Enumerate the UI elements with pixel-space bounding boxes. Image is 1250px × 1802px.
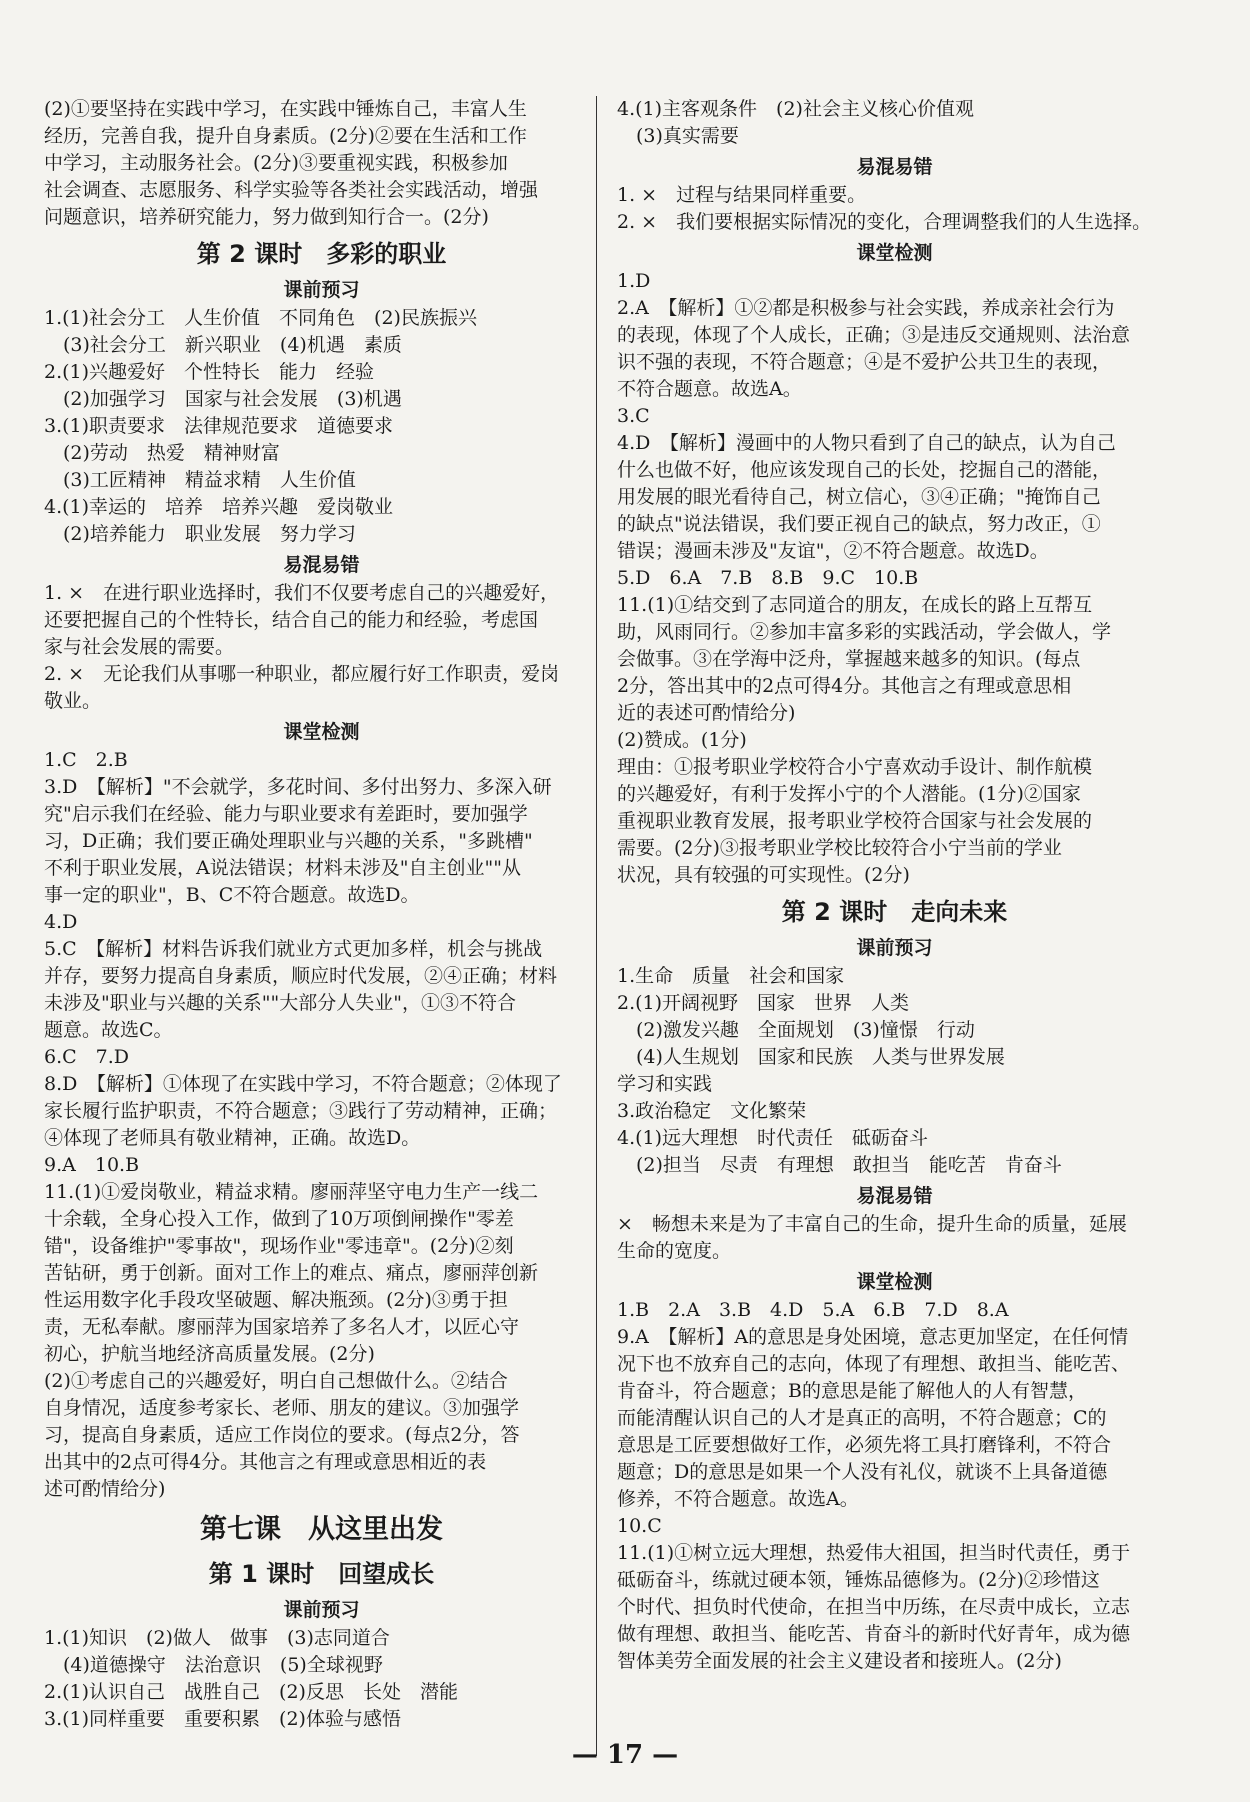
lesson-title: 第 2 课时 走向未来 [781, 898, 1008, 926]
text-line: (2)赞成。(1分) [617, 729, 747, 751]
text-line: 习，D正确；我们要正确处理职业与兴趣的关系，"多跳槽" [44, 830, 533, 852]
confuse-answers-2 [617, 1211, 1172, 1265]
preview-answers [44, 305, 599, 548]
text-line: 题意。故选C。 [44, 1019, 173, 1041]
text-line: 不利于职业发展，A说法错误；材料未涉及"自主创业""从 [44, 857, 521, 879]
text-line: (4)人生规划 国家和民族 人类与世界发展 [617, 1046, 1005, 1068]
text-line: (2)激发兴趣 全面规划 (3)憧憬 行动 [617, 1019, 975, 1041]
text-line: (4)道德操守 法治意识 (5)全球视野 [44, 1654, 383, 1676]
check-answers [44, 747, 599, 1503]
confuse-answers [617, 182, 1172, 236]
text-line: 9.A 【解析】A的意思是身处困境，意志更加坚定，在任何情 [617, 1326, 1129, 1348]
text-line: 生命的宽度。 [617, 1240, 732, 1262]
text-line: 状况，具有较强的可实现性。(2分) [617, 864, 910, 886]
text-line: × 畅想未来是为了丰富自己的生命，提升生命的质量，延展 [617, 1213, 1127, 1235]
preview-answers-2 [44, 1625, 599, 1733]
text-line: (3)社会分工 新兴职业 (4)机遇 素质 [44, 334, 402, 356]
text-line: 2分，答出其中的2点可得4分。其他言之有理或意思相 [617, 675, 1072, 697]
text-line: 意思是工匠要想做好工作，必须先将工具打磨锋利，不符合 [617, 1434, 1112, 1456]
text-line: 1.C 2.B [44, 749, 128, 771]
text-line: 的兴趣爱好，有利于发挥小宁的个人潜能。(1分)②国家 [617, 783, 1081, 805]
text-line: 肯奋斗，符合题意；B的意思是能了解他人的人有智慧， [617, 1380, 1087, 1402]
text-line: 4.D [44, 911, 78, 933]
text-line: 2. × 无论我们从事哪一种职业，都应履行好工作职责，爱岗 [44, 663, 560, 685]
lesson-7-title: 第七课 从这里出发 [200, 1514, 443, 1545]
text-line: 8.D 【解析】①体现了在实践中学习，不符合题意；②体现了 [44, 1073, 562, 1095]
text-line: 况下也不放弃自己的志向，体现了有理想、敢担当、能吃苦、 [617, 1353, 1131, 1375]
text-line: 述可酌情给分) [44, 1478, 166, 1500]
text-line: 未涉及"职业与兴趣的关系""大部分人失业"，①③不符合 [44, 992, 516, 1014]
text-line: 不符合题意。故选A。 [617, 378, 802, 400]
text-line: 十余载，全身心投入工作，做到了10万项倒闸操作"零差 [44, 1208, 514, 1230]
text-line: 敬业。 [44, 690, 102, 712]
text-line: 习，提高自身素质，适应工作岗位的要求。(每点2分，答 [44, 1424, 520, 1446]
text-line: 1.(1)社会分工 人生价值 不同角色 (2)民族振兴 [44, 307, 477, 329]
text-line: 砥砺奋斗，练就过硬本领，锤炼品德修为。(2分)②珍惜这 [617, 1569, 1100, 1591]
text-line: 1. × 过程与结果同样重要。 [617, 184, 867, 206]
text-line: 助，风雨同行。②参加丰富多彩的实践活动，学会做人，学 [617, 621, 1112, 643]
text-line: 3.C [617, 405, 650, 427]
text-line: 而能清醒认识自己的人才是真正的高明，不符合题意；C的 [617, 1407, 1107, 1429]
text-line: 5.C 【解析】材料告诉我们就业方式更加多样，机会与挑战 [44, 938, 543, 960]
text-line: 11.(1)①树立远大理想，热爱伟大祖国，担当时代责任，勇于 [617, 1542, 1131, 1564]
section-title-preview: 课前预习 [283, 279, 360, 301]
text-line: 3.(1)职责要求 法律规范要求 道德要求 [44, 415, 394, 437]
section-title-preview: 课前预习 [283, 1599, 360, 1621]
text-line: (2)担当 尽责 有理想 敢担当 能吃苦 肯奋斗 [617, 1154, 1062, 1176]
text-line: 错误；漫画未涉及"友谊"，②不符合题意。故选D。 [617, 540, 1049, 562]
text-line: 1.生命 质量 社会和国家 [617, 965, 845, 987]
text-line: 3.政治稳定 文化繁荣 [617, 1100, 807, 1122]
text-line: (2)①要坚持在实践中学习，在实践中锤炼自己，丰富人生 [44, 98, 527, 120]
text-line: 究"启示我们在经验、能力与职业要求有差距时，要加强学 [44, 803, 528, 825]
text-line: 用发展的眼光看待自己，树立信心，③④正确；"掩饰自己 [617, 486, 1101, 508]
text-line: 的缺点"说法错误，我们要正视自己的缺点，努力改正，① [617, 513, 1101, 535]
text-line: 10.C [617, 1515, 662, 1537]
text-line: 个时代、担负时代使命，在担当中历练，在尽责中成长，立志 [617, 1596, 1131, 1618]
intro-answer [44, 96, 599, 231]
text-line: 2.(1)认识自己 战胜自己 (2)反思 长处 潜能 [44, 1681, 458, 1703]
text-line: 什么也做不好，他应该发现自己的长处，挖掘自己的潜能， [617, 459, 1112, 481]
section-title-confuse: 易混易错 [283, 554, 360, 576]
section-title-confuse: 易混易错 [856, 1185, 933, 1207]
left-column [44, 96, 599, 1733]
preview-answers [617, 963, 1172, 1179]
text-line: 重视职业教育发展，报考职业学校符合国家与社会发展的 [617, 810, 1093, 832]
confuse-answers [44, 580, 599, 715]
text-line: 6.C 7.D [44, 1046, 130, 1068]
text-line: (3)真实需要 [617, 125, 739, 147]
text-line: 自身情况，适度参考家长、老师、朋友的建议。③加强学 [44, 1397, 520, 1419]
text-line: 错"，设备维护"零事故"，现场作业"零违章"。(2分)②刻 [44, 1235, 514, 1257]
text-line: 1.D [617, 270, 651, 292]
text-line: 1.(1)知识 (2)做人 做事 (3)志同道合 [44, 1627, 390, 1649]
page-number: — 17 — [571, 1740, 679, 1770]
text-line: 2. × 我们要根据实际情况的变化，合理调整我们的人生选择。 [617, 211, 1152, 233]
text-line: 2.A 【解析】①②都是积极参与社会实践，养成亲社会行为 [617, 297, 1115, 319]
check-answers-2 [617, 1297, 1172, 1675]
intro-answer [617, 96, 1172, 150]
text-line: 4.(1)远大理想 时代责任 砥砺奋斗 [617, 1127, 929, 1149]
text-line: 并存，要努力提高自身素质，顺应时代发展，②④正确；材料 [44, 965, 558, 987]
text-line: 家与社会发展的需要。 [44, 636, 235, 658]
text-line: 1. × 在进行职业选择时，我们不仅要考虑自己的兴趣爱好， [44, 582, 560, 604]
text-line: 经历，完善自我，提升自身素质。(2分)②要在生活和工作 [44, 125, 527, 147]
text-line: 苦钻研，勇于创新。面对工作上的难点、痛点，廖丽萍创新 [44, 1262, 539, 1284]
text-line: 问题意识，培养研究能力，努力做到知行合一。(2分) [44, 206, 489, 228]
text-line: 修养，不符合题意。故选A。 [617, 1488, 859, 1510]
lesson-title: 第 1 课时 回望成长 [208, 1560, 435, 1588]
section-title-preview: 课前预习 [856, 937, 933, 959]
text-line: 4.(1)主客观条件 (2)社会主义核心价值观 [617, 98, 974, 120]
lesson-title: 第 2 课时 多彩的职业 [196, 240, 447, 268]
text-line: 还要把握自己的个性特长，结合自己的能力和经验，考虑国 [44, 609, 539, 631]
text-line: 5.D 6.A 7.B 8.B 9.C 10.B [617, 567, 919, 589]
text-line: 题意；D的意思是如果一个人没有礼仪，就谈不上具备道德 [617, 1461, 1108, 1483]
text-line: 会做事。③在学海中泛舟，掌握越来越多的知识。(每点 [617, 648, 1081, 670]
text-line: 需要。(2分)③报考职业学校比较符合小宁当前的学业 [617, 837, 1062, 859]
text-line: 性运用数字化手段攻坚破题、解决瓶颈。(2分)③勇于担 [44, 1289, 508, 1311]
text-line: (2)加强学习 国家与社会发展 (3)机遇 [44, 388, 402, 410]
text-line: 学习和实践 [617, 1073, 713, 1095]
text-line: 1.B 2.A 3.B 4.D 5.A 6.B 7.D 8.A [617, 1299, 1009, 1321]
text-line: 近的表述可酌情给分) [617, 702, 796, 724]
text-line: 3.D 【解析】"不会就学，多花时间、多付出努力、多深入研 [44, 776, 552, 798]
text-line: 责，无私奉献。廖丽萍为国家培养了多名人才，以匠心守 [44, 1316, 520, 1338]
text-line: 社会调查、志愿服务、科学实验等各类社会实践活动，增强 [44, 179, 539, 201]
text-line: 中学习，主动服务社会。(2分)③要重视实践，积极参加 [44, 152, 508, 174]
text-line: 4.D 【解析】漫画中的人物只看到了自己的缺点，认为自己 [617, 432, 1116, 454]
text-line: 4.(1)幸运的 培养 培养兴趣 爱岗敬业 [44, 496, 394, 518]
text-line: 理由：①报考职业学校符合小宁喜欢动手设计、制作航模 [617, 756, 1093, 778]
text-line: 识不强的表现，不符合题意；④是不爱护公共卫生的表现， [617, 351, 1112, 373]
text-line: ④体现了老师具有敬业精神，正确。故选D。 [44, 1127, 421, 1149]
text-line: 11.(1)①爱岗敬业，精益求精。廖丽萍坚守电力生产一线二 [44, 1181, 539, 1203]
text-line: 家长履行监护职责，不符合题意；③践行了劳动精神，正确； [44, 1100, 558, 1122]
text-line: 9.A 10.B [44, 1154, 140, 1176]
text-line: 2.(1)开阔视野 国家 世界 人类 [617, 992, 910, 1014]
text-line: 智体美劳全面发展的社会主义建设者和接班人。(2分) [617, 1650, 1062, 1672]
text-line: 11.(1)①结交到了志同道合的朋友，在成长的路上互帮互 [617, 594, 1093, 616]
text-line: (2)劳动 热爱 精神财富 [44, 442, 280, 464]
text-line: 出其中的2点可得4分。其他言之有理或意思相近的表 [44, 1451, 487, 1473]
right-column [617, 96, 1172, 1675]
check-answers [617, 268, 1172, 889]
text-line: (3)工匠精神 精益求精 人生价值 [44, 469, 356, 491]
text-line: 3.(1)同样重要 重要积累 (2)体验与感悟 [44, 1708, 401, 1730]
text-line: 的表现，体现了个人成长，正确；③是违反交通规则、法治意 [617, 324, 1131, 346]
section-title-check: 课堂检测 [856, 242, 933, 264]
section-title-confuse: 易混易错 [856, 156, 933, 178]
text-line: 2.(1)兴趣爱好 个性特长 能力 经验 [44, 361, 375, 383]
text-line: 初心，护航当地经济高质量发展。(2分) [44, 1343, 375, 1365]
text-line: 做有理想、敢担当、能吃苦、肯奋斗的新时代好青年，成为德 [617, 1623, 1131, 1645]
section-title-check: 课堂检测 [283, 721, 360, 743]
text-line: (2)①考虑自己的兴趣爱好，明白自己想做什么。②结合 [44, 1370, 508, 1392]
text-line: (2)培养能力 职业发展 努力学习 [44, 523, 356, 545]
text-line: 事一定的职业"，B、C不符合题意。故选D。 [44, 884, 420, 906]
section-title-check: 课堂检测 [856, 1271, 933, 1293]
